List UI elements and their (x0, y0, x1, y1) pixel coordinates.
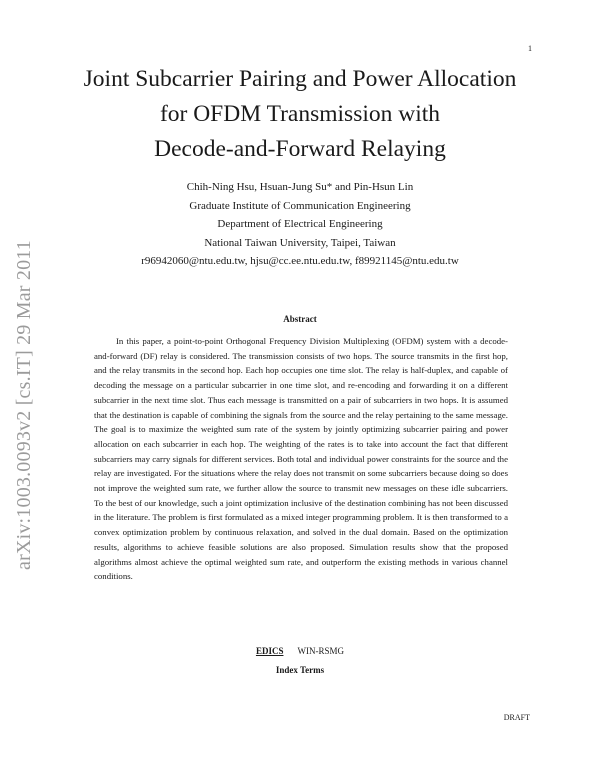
page-number: 1 (528, 44, 532, 53)
affiliation-department: Department of Electrical Engineering (217, 218, 383, 230)
paper-title (40, 62, 560, 167)
abstract-body: In this paper, a point-to-point Orthogonal Frequency Division Multiplexing (OFDM) system with a decode-and-forward (DF) relay is considered. The transmission consists of two hops. The source transmits in the first hop, and the relay transmits in the second hop. Each hop occupies one time slot. The relay is half-duplex, and capable of decoding the message on a particular subcarrier in one time slot, and re-encoding and forwarding it on a different subcarrier in the next time slot. Thus each message is transmitted on a pair of subcarriers in two hops. It is assumed that the destination is capable of combining the signals from the source and the relay pertaining to the same message. The goal is to maximize the weighted sum rate of the system by jointly optimizing subcarrier pairing and power allocation on each subcarrier in each hop. The weighting of the rates is to take into account the fact that different subcarriers may carry signals for different services. Both total and individual power constraints for the source and the relay are investigated. For the situations where the relay does not transmit on some subcarriers because doing so does not improve the weighted sum rate, we further allow the source to transmit new messages on these idle subcarriers. To the best of our knowledge, such a joint optimization inclusive of the destination combining has not been discussed in the literature. The problem is first formulated as a mixed integer programming problem. It is then transformed to a convex optimization problem by continuous relaxation, and solved in the dual domain. Based on the optimization results, algorithms to achieve feasible solutions are also proposed. Simulation results show that the proposed algorithms almost achieve the optimal weighted sum rate, and outperform the existing methods in various channel conditions. (94, 336, 508, 582)
title-line-2: for OFDM Transmission with (159, 101, 441, 127)
edics-line (0, 646, 600, 656)
affiliation-institute: Graduate Institute of Communication Engineering (189, 199, 411, 212)
affiliation-university: National Taiwan University, Taipei, Taiwan (204, 236, 396, 249)
abstract-heading: Abstract (283, 314, 317, 324)
draft-mark: DRAFT (503, 713, 530, 722)
edics-label: EDICS (255, 646, 284, 656)
edics-value: WIN-RSMG (297, 646, 345, 656)
title-line-3: Decode-and-Forward Relaying (154, 136, 446, 162)
title-line-1: Joint Subcarrier Pairing and Power Allocation (83, 66, 517, 92)
index-terms-heading: Index Terms (275, 665, 325, 675)
author-names: Chih-Ning Hsu, Hsuan-Jung Su* and Pin-Hsun Lin (186, 181, 414, 193)
author-emails: r96942060@ntu.edu.tw, hjsu@cc.ee.ntu.edu.tw, f89921145@ntu.edu.tw (141, 255, 459, 267)
arxiv-stamp: arXiv:1003.0093v2 [cs.IT] 29 Mar 2011 (13, 240, 35, 570)
author-block (60, 178, 540, 271)
